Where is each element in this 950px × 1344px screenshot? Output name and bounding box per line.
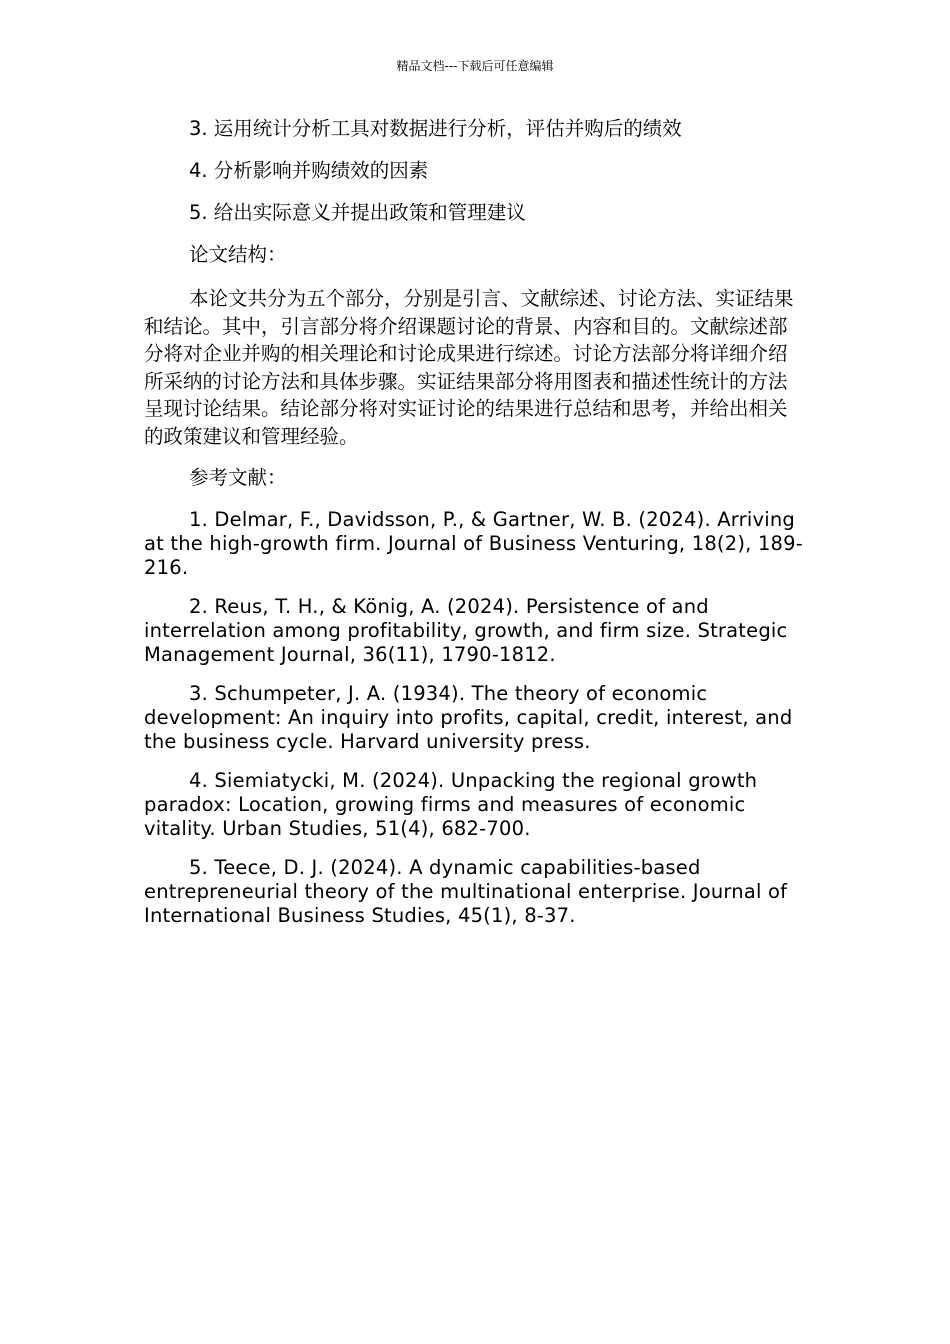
reference-item: 1. Delmar, F., Davidsson, P., & Gartner, W. B. (2024). Arriving at the high-growth firm. Journal of Business Venturing, 18(2), 189-216.: [144, 508, 804, 579]
goal-item: 4. 分析影响并购绩效的因素: [189, 159, 429, 182]
page-header: 精品文档---下载后可任意编辑: [396, 59, 554, 73]
references-list: [144, 508, 804, 928]
reference-item: 4. Siemiatycki, M. (2024). Unpacking the regional growth paradox: Location, growing firms and measures of economic vitality. Urban Studies, 51(4), 682-700.: [144, 769, 758, 840]
goal-item: 5. 给出实际意义并提出政策和管理建议: [189, 201, 526, 224]
structure-heading: 论文结构：: [189, 243, 287, 266]
reference-item: 5. Teece, D. J. (2024). A dynamic capabilities-based entrepreneurial theory of the multinational enterprise. Journal of International Business Studies, 45(1), 8-37.: [144, 856, 788, 927]
structure-paragraph: 本论文共分为五个部分，分别是引言、文献综述、讨论方法、实证结果和结论。其中，引言部分将介绍课题讨论的背景、内容和目的。文献综述部分将对企业并购的相关理论和讨论成果进行综述。讨论方法部分将详细介绍所采纳的讨论方法和具体步骤。实证结果部分将用图表和描述性统计的方法呈现讨论结果。结论部分将对实证讨论的结果进行总结和思考，并给出相关的政策建议和管理经验。: [144, 287, 794, 448]
goal-item: 3. 运用统计分析工具对数据进行分析，评估并购后的绩效: [189, 117, 682, 140]
references-heading: 参考文献：: [189, 466, 287, 489]
research-goals-list: [144, 117, 804, 225]
reference-item: 3. Schumpeter, J. A. (1934). The theory of economic development: An inquiry into profits, capital, credit, interest, and the business cycle. Harvard university press.: [144, 682, 793, 753]
reference-item: 2. Reus, T. H., & König, A. (2024). Persistence of and interrelation among profitability, growth, and firm size. Strategic Management Journal, 36(11), 1790-1812.: [144, 595, 788, 666]
document-body: [144, 117, 804, 943]
